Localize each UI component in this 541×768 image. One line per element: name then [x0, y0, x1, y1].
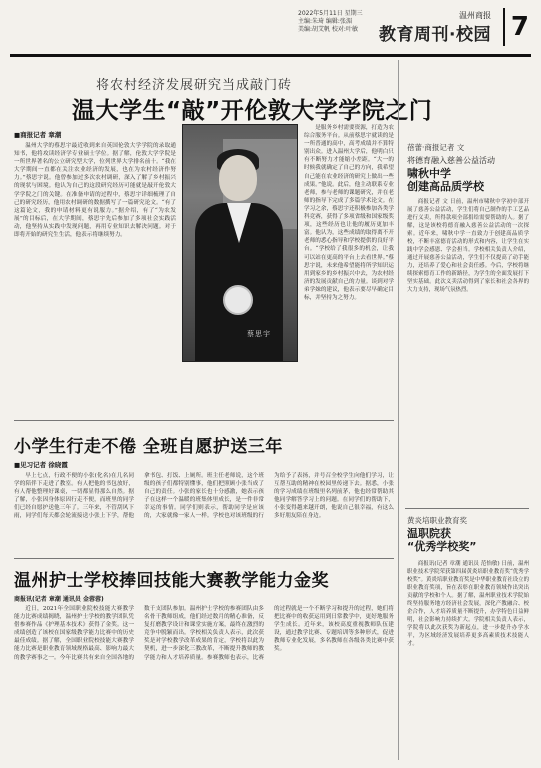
article2-title: 小学生行走不倦 全班自愿护送三年	[14, 437, 283, 457]
right-sidebar	[398, 60, 531, 760]
page-number: 7	[503, 8, 529, 46]
sidebar-story2-kicker: 黄炎培职业教育奖	[407, 516, 467, 525]
article1-paragraph: 是服务乡村需要资源，打造为农综合服务平台。从前蔡思宇就读的是一所普通的高中，高考成绩并不算特别出众。进入温州大学后，他明白只有不断努力才能缩小差距。“大一的时候我就确定了自己的方向，我希望自己能在农业经济的研究上做出一些成果。”他说。此后，他主动联系专业老师，参与老师的课题研究，并在老师的指导下完成了多篇学术论文。在学习之余，蔡思宇还积极参加各类学科竞赛，获得了多项省级和国家级奖项，这些经历也让他的履历更加丰富。他认为，这些成绩的取得离不开老师的悉心指导和学校提供的良好平台。“学校给了我很多的机会，让我可以站在更高的平台上去看世界。”蔡思宇说，未来他希望能将所学知识运用到家乡的乡村振兴中去，为农村经济的发展贡献自己的力量。谈到对学弟学妹的建议，他表示要尽早确定目标，并坚持为之努力。	[304, 125, 394, 301]
sidebar-story2-title: 温职院获 “优秀学校奖”	[407, 527, 477, 553]
article2-byline: ■见习记者 徐晓霞	[14, 461, 68, 469]
article3-paragraph: 近日，2021年全国职业院校技能大赛教学能力比赛成绩揭晓，温州护士学校的教学团队凭借参赛作品《护理基本技术》获得了金奖。这一成绩创造了该校在国家级教学能力比赛中的历史最佳成绩。据了解，全国职业院校技能大赛教学能力比赛是职业教育领域规格最高、影响力最大的教学赛事之一。今年比赛共有来自全国各地的数千支团队参加。温州护士学校的参赛团队由多名骨干教师组成，他们经过数月的精心准备，反复打磨教学设计和课堂实施方案，最终在激烈的竞争中脱颖而出。学校相关负责人表示，此次获奖是对学校教学改革成果的肯定，学校将以此为契机，进一步深化三教改革，不断提升教师的教学能力和人才培养质量。参赛教师也表示，比赛的过程就是一个不断学习和提升的过程，她们将把比赛中的收获运用到日常教学中，更好地服务学生成长。近年来，该校高度重视教师队伍建设，通过教学比赛、专题培训等多种形式，促进教师专业化发展，多名教师在各级各类比赛中获奖。	[14, 606, 394, 661]
masthead	[10, 4, 531, 54]
divider	[405, 508, 529, 509]
divider	[14, 420, 394, 421]
article3-title: 温州护士学校捧回技能大赛教学能力金奖	[14, 571, 329, 591]
article3-body	[14, 605, 394, 763]
section-title: 教育周刊·校园	[379, 25, 491, 45]
article2-body	[14, 472, 394, 554]
sidebar-story1-kicker: 蓓蕾·商报记者 文	[407, 143, 465, 152]
sidebar-story2-body: 商报讯(记者 章潮 通讯员 范怡敏) 日前，温州职业技术学院荣获第四届黄炎培职业教育奖“优秀学校奖”。黄炎培职业教育奖是中华职业教育社设立的职业教育奖项，旨在表彰在职业教育领域作出突出贡献的学校和个人。据了解，温州职业技术学院始终坚持服务地方经济社会发展，深化产教融合、校企合作，人才培养质量不断提升，办学特色日益鲜明，社会影响力持续扩大。学院相关负责人表示，学院将以此次获奖为新起点，进一步提升办学水平，为区域经济发展培养更多高素质技术技能人才。	[407, 561, 529, 647]
article2-paragraph: 早上七点，行政不便的小张(化名)在几名同学的陪伴下走进了教室。有人把他的书包放好，有人帮他整理好课桌，一切都显得那么自然。据了解，小张因身体原因行走不便，而班里的同学们已经自愿护送他三年了。三年来，不管刮风下雨，同学们每天都会轮流接送小张上下学，帮他拿书包、打饭、上厕所。班主任老师说，这个班级的孩子们都特别懂事，他们把照顾小张当成了自己的责任。小张的家长也十分感激，她表示孩子在这样一个温暖的班集体里成长，是一件非常幸运的事情。同学们则表示，帮助同学是应该的，大家就像一家人一样。学校也对该班级的行为给予了表扬，并号召全校学生向他们学习，让互帮互助的精神在校园里传递下去。据悉，小张的学习成绩在班级里名列前茅，他也经常帮助其他同学解答学习上的问题。在同学们的帮助下，小张变得越来越开朗，他说自己很幸福，有这么多好朋友陪在身边。	[14, 473, 394, 520]
editors-line: 主编:朱琦 编辑:张湄	[298, 18, 352, 25]
badge-icon	[223, 285, 253, 315]
design-line: 美编:胡艾帆 校对:叶敏	[298, 26, 358, 33]
photo-caption: 蔡思宇	[247, 330, 271, 338]
article1-byline: ■商报记者 章潮	[14, 131, 62, 139]
article1-kicker: 将农村经济发展研究当成敲门砖	[96, 78, 293, 93]
article1-title: 温大学生“敲”开伦敦大学学院之门	[72, 98, 433, 124]
divider	[14, 558, 394, 559]
masthead-rule	[10, 54, 531, 57]
sidebar-story1-title: 将德育融入慈善公益活动 啸秋中学 创建高品质学校	[407, 156, 495, 193]
article1-photo	[182, 124, 298, 362]
masthead-meta	[298, 10, 363, 34]
paper-name: 温州商报	[459, 11, 491, 20]
article1-paragraph: 温州大学的蔡思宇最近收到来自英国伦敦大学学院的录取通知书，他将攻读经济学专业硕士学位。据了解，伦敦大学学院是一所世界著名的公立研究型大学，位列世界大学排名前十。“我在大学期间一直都在关注农业经济的发展，也在为农村经济作努力。”蔡思宇说。他曾参加过多次农村调研，深入了解了乡村振兴的现状与困境。他认为自己的这段研究经历可能就是敲开伦敦大学学院之门的关键。在准备申请的过程中，蔡思宇详细梳理了自己的研究经历，他用农村调研的数据撰写了一篇研究论文。“有了这篇论文，我的申请材料更有说服力。”据介绍，有了“为农发展”的目标后，在大学期间，蔡思宇先后参加了多项社会实践活动，他坚持从实践中发现问题，再用专业知识去解决问题。对于即将开始的研究生生活，他表示将继续努力。	[14, 143, 176, 239]
sidebar-story1-body: 商报记者 文 日前，温州市啸秋中学初中部开展了慈善公益活动，学生们将自己制作的手工艺品进行义卖，所得款项全部捐给需要帮助的人。据了解，这是该校将德育融入慈善公益活动的一次探索。近年来，啸秋中学一直致力于创建高品质学校，不断丰富德育活动的形式和内容，让学生在实践中学会感恩、学会担当。学校相关负责人介绍，通过开展慈善公益活动，学生们不仅提高了动手能力，还培养了爱心和社会责任感。今后，学校将继续探索德育工作的新路径，为学生的全面发展打下坚实基础。此次义卖活动得到了家长和社会各界的大力支持，现场气氛热烈。	[407, 199, 529, 293]
article1-column-2	[304, 124, 394, 414]
date-line: 2022年5月11日 星期三	[298, 10, 363, 17]
article1-column-1	[14, 142, 176, 410]
article3-byline: 商报讯(记者 章潮 通讯员 金蓉蓉)	[14, 596, 104, 603]
